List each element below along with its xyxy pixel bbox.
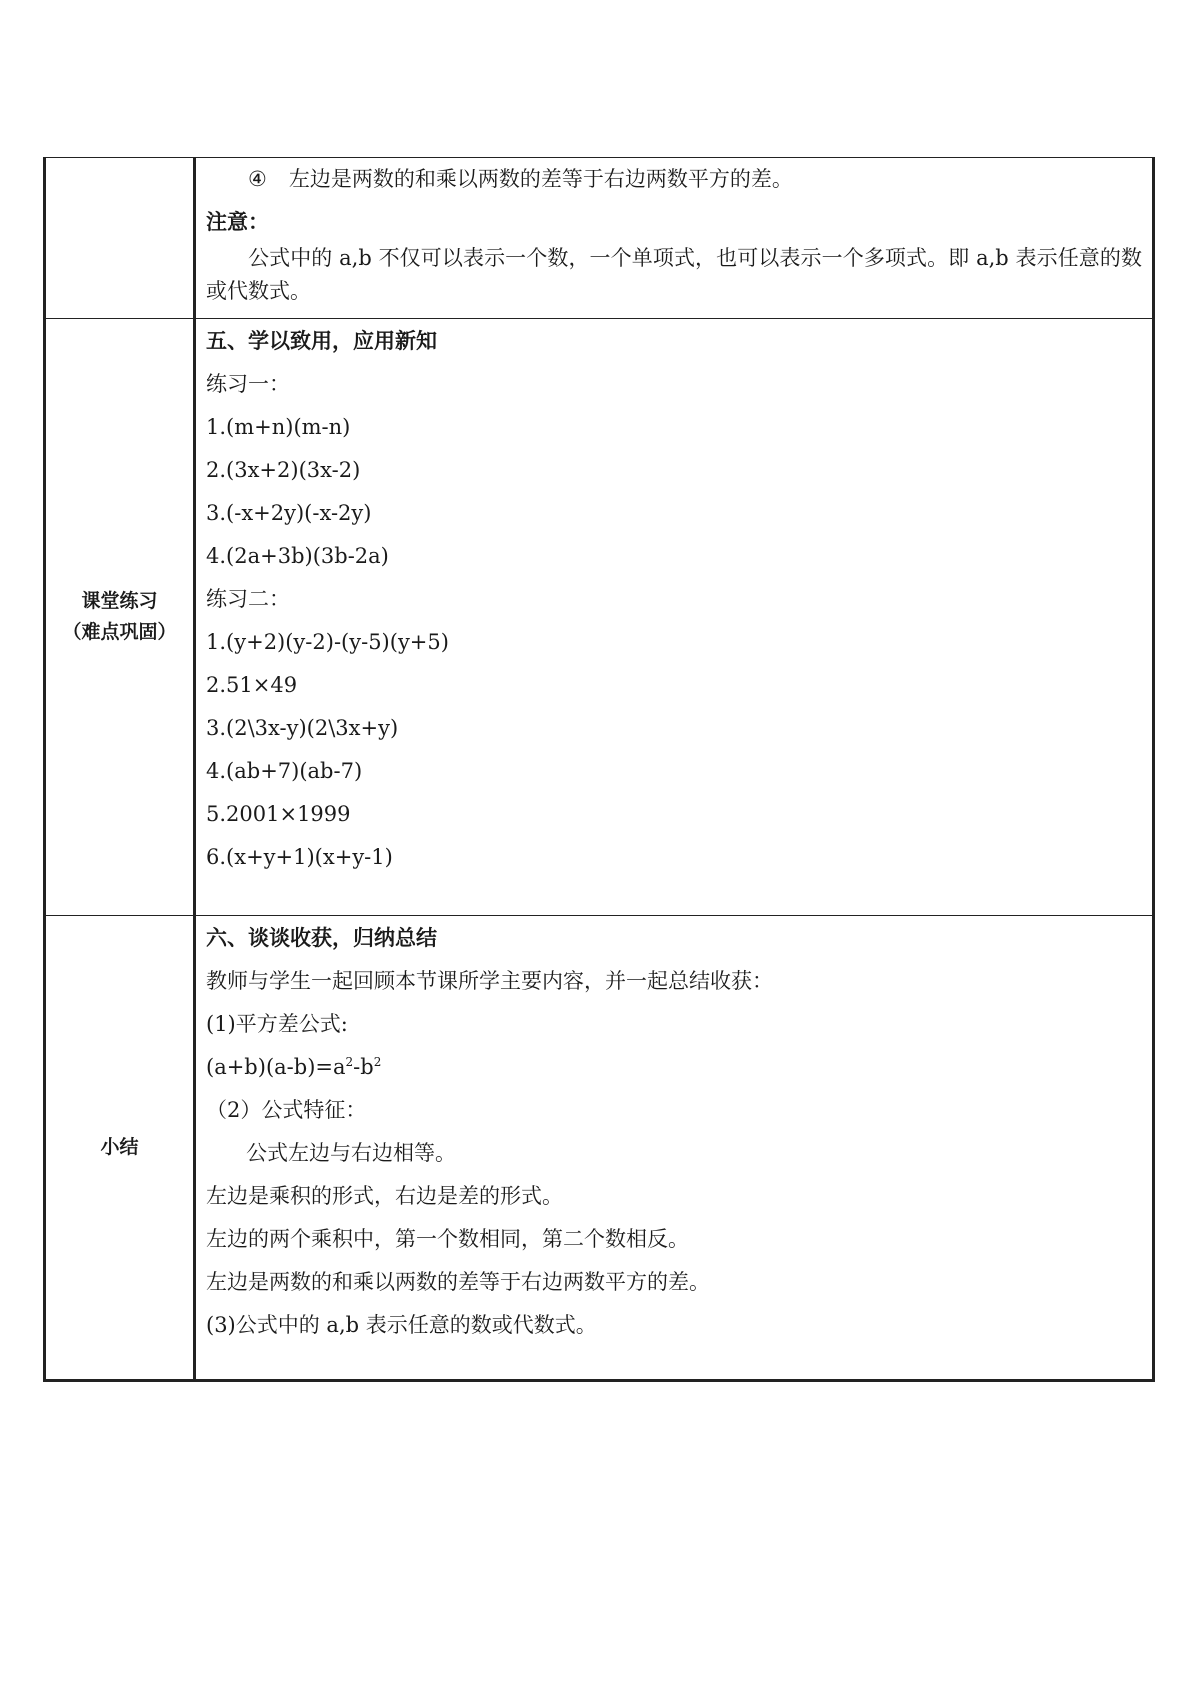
exercise-1-item: 3.(-x+2y)(-x-2y) xyxy=(206,501,372,525)
exercise-2-title: 练习二： xyxy=(206,587,290,611)
lesson-plan-table xyxy=(43,157,1155,1382)
formula-lhs: (a+b)(a-b)=a xyxy=(206,1055,346,1079)
exercise-1-item: 1.(m+n)(m-n) xyxy=(206,415,351,439)
row-content-note xyxy=(195,158,1154,319)
exercise-2-item: 4.(ab+7)(ab-7) xyxy=(206,759,363,783)
summary-intro: 教师与学生一起回顾本节课所学主要内容，并一起总结收获： xyxy=(206,969,773,993)
row-label-practice xyxy=(45,319,195,916)
note-label: 注意： xyxy=(206,210,269,234)
feature-item-4 xyxy=(206,158,1142,201)
section-heading-5: 五、学以致用，应用新知 xyxy=(206,329,437,353)
feature-item-4-text: 左边是两数的和乘以两数的差等于右边两数平方的差。 xyxy=(288,167,793,191)
formula-line xyxy=(206,1046,1142,1089)
row-content-practice xyxy=(195,319,1154,916)
exercise-2-item: 3.(2\3x-y)(2\3x+y) xyxy=(206,716,399,740)
feature-line: 左边是两数的和乘以两数的差等于右边两数平方的差。 xyxy=(206,1270,710,1294)
summary-point-2-title: （2）公式特征： xyxy=(206,1098,367,1122)
exercise-1-item: 2.(3x+2)(3x-2) xyxy=(206,458,361,482)
exercise-2-item: 5.2001×1999 xyxy=(206,802,351,826)
exercise-1-item: 4.(2a+3b)(3b-2a) xyxy=(206,544,389,568)
feature-line: 左边的两个乘积中，第一个数相同，第二个数相反。 xyxy=(206,1227,689,1251)
note-text: 公式中的 a,b 不仅可以表示一个数，一个单项式，也可以表示一个多项式。即 a,b 表示任意的数或代数式。 xyxy=(206,246,1142,303)
feature-line: 左边是乘积的形式，右边是差的形式。 xyxy=(206,1184,563,1208)
row-content-summary xyxy=(195,916,1154,1381)
section-heading-6: 六、谈谈收获，归纳总结 xyxy=(206,926,437,950)
summary-point-1-title: (1)平方差公式: xyxy=(206,1012,348,1036)
exercise-2-item: 2.51×49 xyxy=(206,673,298,697)
feature-line: 公式左边与右边相等。 xyxy=(246,1141,456,1165)
row-label-summary xyxy=(45,916,195,1381)
table-row xyxy=(45,319,1154,916)
table-row xyxy=(45,916,1154,1381)
row-label-empty xyxy=(45,158,195,319)
summary-label: 小结 xyxy=(100,1136,139,1158)
circled-number-4: ④ xyxy=(248,167,267,191)
exercise-2-item: 1.(y+2)(y-2)-(y-5)(y+5) xyxy=(206,630,449,654)
practice-label-line2: （难点巩固） xyxy=(62,621,177,643)
summary-point-3: (3)公式中的 a,b 表示任意的数或代数式。 xyxy=(206,1313,597,1337)
exercise-1-title: 练习一： xyxy=(206,372,290,396)
formula-exponent: 2 xyxy=(345,1055,354,1069)
formula-exponent: 2 xyxy=(373,1055,382,1069)
table-row xyxy=(45,158,1154,319)
formula-mid: -b xyxy=(353,1055,374,1079)
exercise-2-item: 6.(x+y+1)(x+y-1) xyxy=(206,845,393,869)
practice-label-line1: 课堂练习 xyxy=(81,590,158,612)
